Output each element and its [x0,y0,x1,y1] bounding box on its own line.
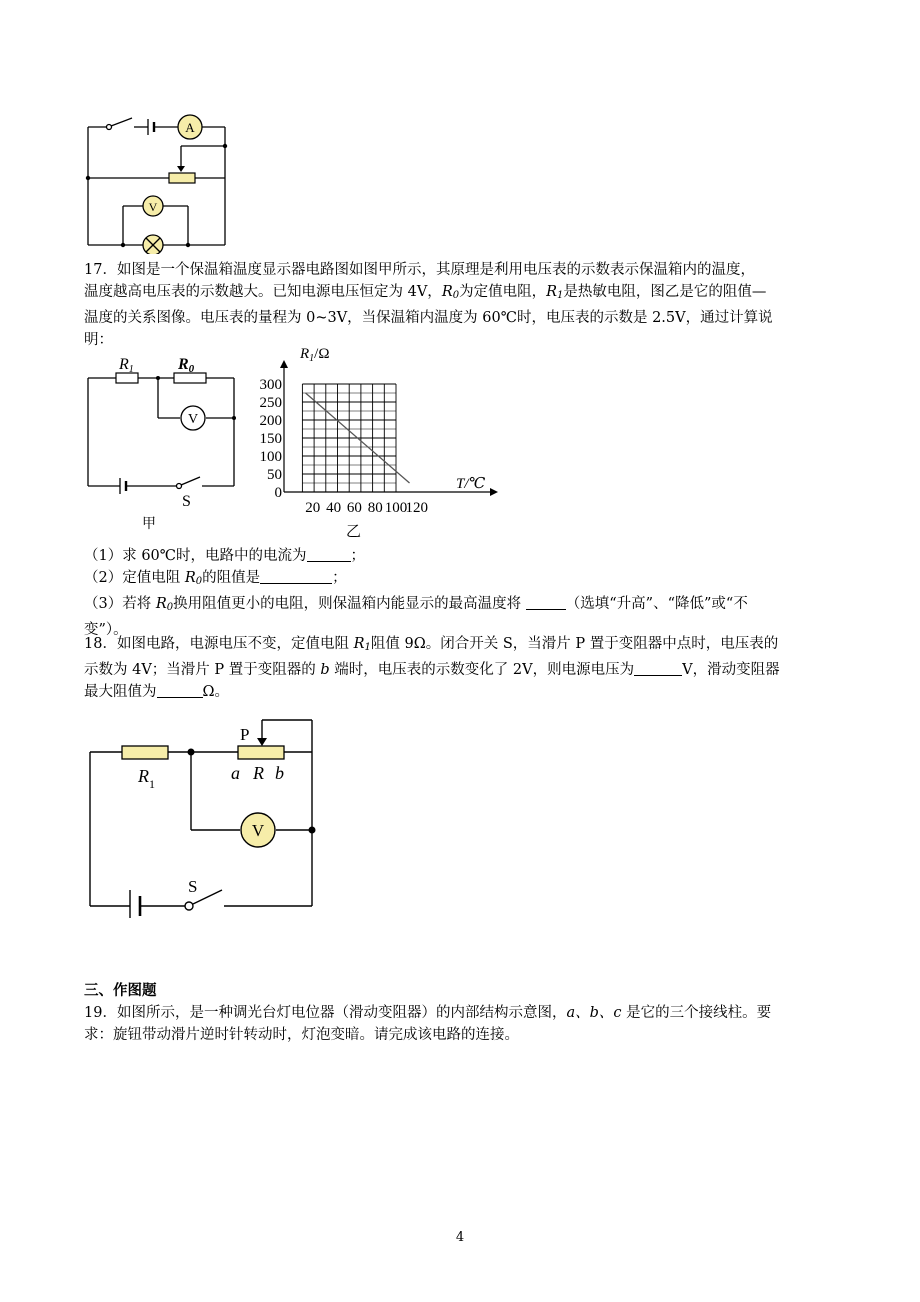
q17-line-2: 温度越高电压表的示数越大。已知电源电压恒定为 4V，$R_0$为定值电阻，$R_1$是热敏电阻，图乙是它的阻值— [84,284,767,301]
q17-sub-1: （1）求 60℃时，电路中的电流为 ； [84,548,366,564]
svg-text:R: R [253,763,264,783]
x-tick-label: 100 [384,500,408,516]
rheostat-resistor [238,746,284,759]
question-19 [84,1002,844,1046]
svg-text:甲: 甲 [142,517,156,532]
y-tick-label: 100 [259,449,282,465]
answer-blank[interactable] [526,595,566,610]
y-tick-label: 200 [259,413,282,429]
y-tick-label: 0 [274,485,282,501]
svg-text:R0: R0 [178,356,195,375]
svg-text:P: P [240,725,250,744]
svg-text:V: V [187,412,199,427]
q17-sub-2: （2）定值电阻 $R_0$的阻值是 ； [84,570,347,587]
r1-resistor [122,746,168,759]
y-tick-label: 300 [259,377,282,393]
chart-x-label: T/℃ [456,476,486,492]
svg-text:R1: R1 [119,356,134,375]
x-tick-label: 20 [305,500,321,516]
q17-line-3: 温度的关系图像。电压表的量程为 0~3V，当保温箱内温度为 60℃时，电压表的示数是 2.5V，通过计算说 [84,310,773,326]
y-tick-label: 250 [259,395,282,411]
y-axis-arrow [280,360,288,368]
x-tick-label: 40 [326,500,342,516]
x-tick-label: 80 [367,500,383,516]
svg-text:S: S [182,493,191,510]
answer-blank[interactable] [157,683,203,698]
q17-sub-3: （3）若将 $R_0$换用阻值更小的电阻，则保温箱内能显示的最高温度将 （选填“升高”、“降低”或“不 [84,596,748,613]
q18-line-1: 18．如图电路，电源电压不变，定值电阻 $R_1$阻值 9Ω。闭合开关 S，当滑片 P 置于变阻器中点时，电压表的 [84,636,779,653]
svg-text:R1: $R_1$ [138,766,155,791]
svg-text:S: S [188,877,198,896]
lamp-icon [143,235,163,254]
answer-blank[interactable] [307,547,351,562]
svg-text:a: a [231,763,240,783]
x-tick-label: 120 [405,500,429,516]
rheostat-resistor [169,173,195,183]
page-number: 4 [455,1230,465,1245]
q19-line-2: 求：旋钮带动滑片逆时针转动时，灯泡变暗。请完成该电路的连接。 [84,1027,519,1043]
ammeter-label: A [185,120,195,135]
q17-subquestions [84,545,844,641]
q17-line-1: 17．如图是一个保温箱温度显示器电路图如图甲所示，其原理是利用电压表的示数表示保温箱内的温度， [84,262,755,278]
q17-circuit-jia [82,350,242,532]
section-3-heading: 三、作图题 [84,982,157,999]
y-tick-label: 150 [259,431,282,447]
answer-blank[interactable] [634,661,682,676]
q18-line-2: 示数为 4V；当滑片 P 置于变阻器的 b 端时，电压表的示数变化了 2V，则电源电压为 V，滑动变阻器 [84,662,780,678]
question-18 [84,633,844,703]
q17-sub-3-cont: 变”）。 [84,622,128,638]
top-circuit-diagram [80,108,240,254]
svg-text:V: V [251,821,265,840]
x-tick-label: 60 [346,500,362,516]
q19-line-1: 19．如图所示，是一种调光台灯电位器（滑动变阻器）的内部结构示意图，a、b、c 是它的三个接线柱。要 [84,1005,772,1021]
svg-text:b: b [275,763,284,783]
voltmeter-label: V [148,200,158,214]
chart-y-label: $R_1/\Omega$ [300,346,330,364]
y-tick-label: 50 [267,467,282,483]
answer-blank[interactable] [260,569,332,584]
chart-caption: 乙 [346,524,362,540]
q18-circuit-diagram [84,712,324,918]
x-axis-arrow [490,488,498,496]
q17-resistance-temperature-chart [250,340,500,540]
q18-line-3: 最大阻值为 Ω。 [84,684,230,700]
q17-line-4: 明： [84,332,113,348]
question-17 [84,259,844,351]
